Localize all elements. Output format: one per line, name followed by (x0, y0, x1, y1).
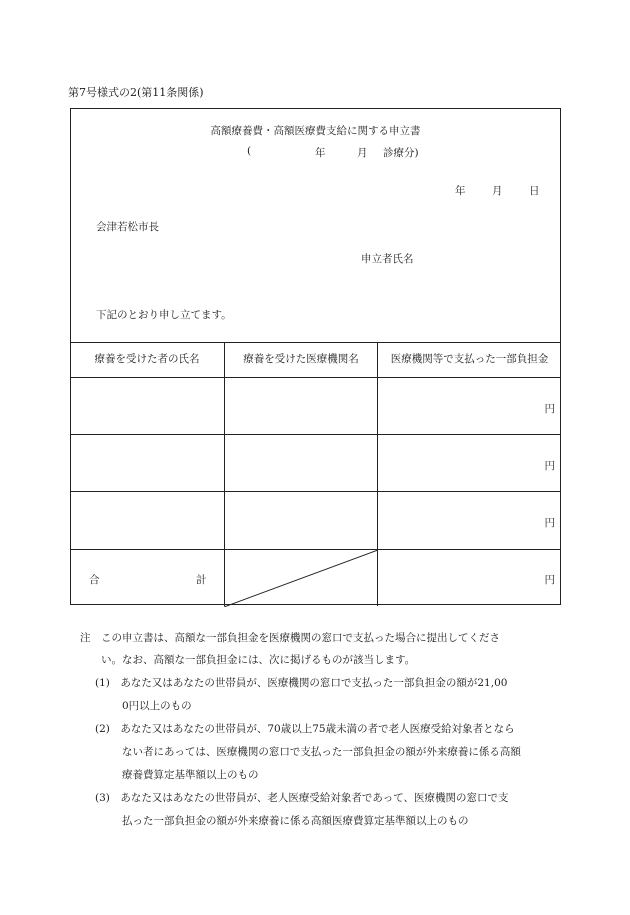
note-item-2-cont: 療養費算定基準額以上のもの (122, 769, 259, 781)
note-line: い。なお、高額な一部負担金には、次に掲げるものが該当します。 (101, 654, 416, 666)
treatment-period (247, 145, 467, 159)
header-patient-name: 療養を受けた者の氏名 (94, 353, 200, 365)
row-1-currency: 円 (544, 403, 555, 415)
period-suffix: 診療分) (383, 147, 419, 159)
note-item-1-cont: 0円以上のもの (122, 700, 192, 712)
note-item-2-cont: ない者にあっては、医療機関の窓口で支払った一部負担金の額が外来療養に係る高額 (122, 746, 521, 758)
date-day-label: 日 (529, 185, 540, 197)
payment-table (70, 342, 561, 606)
table-divider (70, 342, 561, 343)
total-label-right: 計 (196, 574, 207, 586)
date-year-label: 年 (455, 185, 466, 197)
row-3-currency: 円 (544, 517, 555, 529)
addressee: 会津若松市長 (96, 221, 159, 233)
declaration-text: 下記のとおり申し立てます。 (96, 309, 232, 321)
header-institution-name: 療養を受けた医療機関名 (243, 353, 359, 365)
table-divider (70, 377, 561, 378)
table-divider (70, 434, 561, 435)
period-year-label: 年 (315, 147, 326, 159)
note-item-2: (2) あなた又はあなたの世帯員が、70歳以上75歳未満の者で老人医療受給対象者となら (95, 723, 515, 735)
header-copayment: 医療機関等で支払った一部負担金 (390, 353, 549, 365)
application-form (70, 108, 561, 605)
period-open-paren: ( (247, 145, 252, 157)
note-item-3-cont: 払った一部負担金の額が外来療養に係る高額医療費算定基準額以上のもの (122, 815, 469, 827)
date-month-label: 月 (492, 185, 503, 197)
total-blank-diagonal (224, 550, 378, 607)
note-line: 注 この申立書は、高額な一部負担金を医療機関の窓口で支払った場合に提出してくださ (80, 632, 500, 644)
note-item-3: (3) あなた又はあなたの世帯員が、老人医療受給対象者であって、医療機関の窓口で支 (95, 792, 509, 804)
form-title: 高額療養費・高額医療費支給に関する申立書 (210, 125, 421, 137)
row-2-currency: 円 (544, 460, 555, 472)
period-month-label: 月 (357, 147, 368, 159)
total-label-left: 合 (89, 574, 100, 586)
table-divider (70, 491, 561, 492)
note-item-1: (1) あなた又はあなたの世帯員が、医療機関の窓口で支払った一部負担金の額が21,00 (95, 677, 508, 689)
applicant-name-label: 申立者氏名 (361, 253, 414, 265)
total-currency: 円 (544, 574, 555, 586)
form-number: 第7号様式の2(第11条関係) (68, 86, 204, 99)
